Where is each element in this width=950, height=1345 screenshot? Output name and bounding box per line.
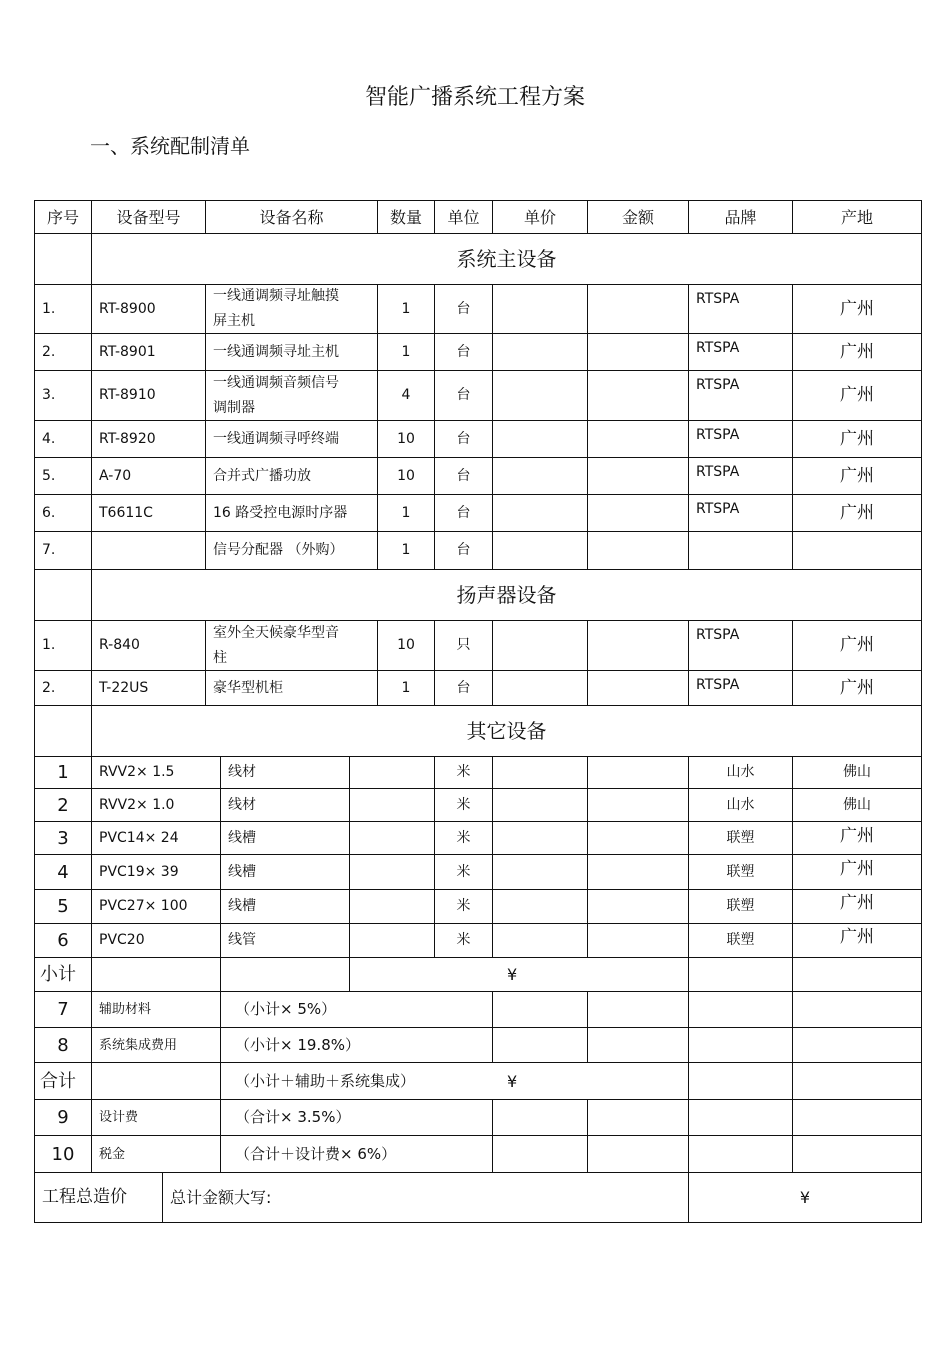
name-cell: 16 路受控电源时序器: [213, 504, 348, 521]
unit-cell: 台: [456, 300, 471, 317]
brand-cell: RTSPA: [696, 627, 740, 643]
header-cell: 设备名称: [259, 207, 324, 227]
amount-in-words-label: 总计金额大写:: [170, 1188, 272, 1207]
row-number: 1: [57, 762, 69, 783]
unit-cell: 米: [456, 932, 471, 948]
row-number: 4: [57, 861, 69, 883]
name-cell: 线槽: [228, 829, 256, 846]
qty-cell: 1: [401, 679, 411, 696]
header-cell: 单价: [523, 207, 556, 227]
qty-cell: 1: [401, 300, 411, 317]
row-number: 7.: [42, 542, 56, 558]
origin-cell: 广州: [840, 428, 874, 449]
name-cell: 一线通调频寻址触摸屏主机: [213, 288, 339, 329]
row-number: 10: [51, 1143, 75, 1165]
subtotal-label: 小计: [40, 964, 76, 985]
row-number: 5.: [42, 467, 56, 484]
model-cell: PVC14× 24: [99, 829, 179, 846]
model-cell: RVV2× 1.0: [99, 796, 175, 813]
qty-cell: 10: [397, 637, 415, 653]
model-cell: RT-8900: [99, 300, 156, 317]
total-amount: ¥: [507, 1071, 518, 1091]
brand-cell: 山水: [726, 764, 755, 780]
model-cell: T6611C: [99, 504, 153, 521]
origin-cell: 广州: [840, 893, 874, 913]
name-cell: 豪华型机柜: [213, 679, 283, 696]
origin-cell: 广州: [840, 635, 874, 655]
brand-cell: RTSPA: [696, 427, 740, 443]
model-cell: PVC27× 100: [99, 898, 188, 914]
unit-cell: 米: [456, 796, 471, 813]
origin-cell: [793, 532, 921, 569]
model-cell: A-70: [99, 467, 132, 484]
design-label: 设计费: [99, 1110, 139, 1125]
row-number: 3.: [42, 387, 56, 403]
brand-cell: 联塑: [726, 863, 755, 880]
name-cell: 线管: [228, 932, 256, 948]
unit-cell: 只: [456, 637, 471, 653]
row-number: 2.: [42, 679, 56, 696]
name-cell: 一线通调频音频信号调制器: [213, 374, 339, 416]
row-number: 2.: [42, 343, 56, 360]
tax-formula: （合计＋设计费× 6%）: [235, 1144, 397, 1163]
qty-cell: 1: [401, 343, 411, 360]
qty-cell: 4: [401, 387, 411, 403]
unit-cell: 米: [456, 863, 471, 880]
name-cell: 线材: [228, 796, 256, 813]
origin-cell: 广州: [840, 502, 874, 523]
header-cell: 金额: [621, 207, 654, 227]
model-cell: RVV2× 1.5: [99, 764, 175, 780]
model-cell: RT-8920: [99, 430, 156, 447]
group-heading-other: 其它设备: [466, 718, 547, 743]
row-number: 8: [57, 1034, 69, 1056]
brand-cell: RTSPA: [696, 677, 740, 693]
row-number: 1.: [42, 300, 56, 317]
document-title: 智能广播系统工程方案: [364, 85, 585, 110]
brand-cell: RTSPA: [696, 464, 740, 480]
row-number: 1.: [42, 637, 56, 653]
model-cell: [92, 532, 205, 569]
header-cell: 单位: [447, 207, 480, 227]
name-cell: 合并式广播功放: [213, 467, 311, 484]
brand-cell: [689, 532, 792, 569]
model-cell: T-22US: [99, 679, 149, 696]
qty-cell: 1: [401, 504, 411, 521]
name-cell: 信号分配器 （外购）: [213, 542, 344, 558]
origin-cell: 广州: [840, 825, 874, 846]
row-number: 2: [57, 794, 69, 816]
integration-label: 系统集成费用: [99, 1037, 178, 1053]
unit-cell: 台: [456, 504, 471, 521]
grand-total-label: 工程总造价: [42, 1187, 127, 1207]
origin-cell: 广州: [840, 385, 874, 405]
group-heading-main: 系统主设备: [456, 246, 557, 271]
unit-cell: 米: [456, 764, 471, 780]
qty-cell: 1: [401, 542, 411, 558]
unit-cell: 台: [456, 343, 471, 360]
name-cell: 室外全天候豪华型音柱: [213, 624, 339, 666]
brand-cell: 联塑: [726, 932, 755, 948]
header-cell: 序号: [46, 207, 79, 227]
model-cell: RT-8910: [99, 387, 156, 403]
origin-cell: 广州: [840, 858, 874, 879]
header-cell: 数量: [389, 207, 422, 227]
name-cell: 线材: [228, 764, 256, 780]
section-heading: 一、系统配制清单: [90, 134, 250, 158]
unit-cell: 台: [456, 679, 471, 696]
tax-label: 税金: [99, 1146, 126, 1162]
model-cell: RT-8901: [99, 343, 156, 360]
unit-cell: 米: [456, 898, 471, 914]
header-cell: 品牌: [724, 207, 757, 227]
total-formula: （小计＋辅助＋系统集成）: [235, 1071, 416, 1090]
header-cell: 产地: [840, 207, 873, 227]
row-number: 6: [57, 930, 69, 951]
unit-cell: 台: [456, 467, 471, 484]
qty-cell: 10: [397, 467, 415, 484]
row-number: 6.: [42, 504, 56, 521]
unit-cell: 米: [456, 829, 471, 846]
header-cell: 设备型号: [116, 207, 181, 227]
model-cell: PVC20: [99, 932, 145, 948]
brand-cell: RTSPA: [696, 340, 740, 356]
brand-cell: RTSPA: [696, 501, 740, 517]
aux-formula: （小计× 5%）: [235, 1000, 337, 1018]
name-cell: 一线通调频寻址主机: [213, 343, 339, 360]
origin-cell: 广州: [840, 465, 874, 486]
row-number: 9: [57, 1107, 69, 1128]
name-cell: 一线通调频寻呼终端: [213, 430, 339, 447]
row-number: 3: [57, 827, 69, 849]
qty-cell: 10: [397, 430, 415, 447]
origin-cell: 广州: [840, 298, 874, 319]
origin-cell: 佛山: [843, 796, 871, 813]
model-cell: R-840: [99, 637, 140, 653]
unit-cell: 台: [456, 387, 471, 403]
origin-cell: 广州: [840, 927, 874, 947]
subtotal-amount: ¥: [507, 965, 518, 984]
brand-cell: RTSPA: [696, 291, 740, 307]
grand-total-amount: ¥: [799, 1188, 811, 1207]
brand-cell: RTSPA: [696, 377, 740, 393]
design-formula: （合计× 3.5%）: [235, 1108, 351, 1126]
name-cell: 线槽: [228, 863, 256, 880]
unit-cell: 台: [456, 430, 471, 447]
total-label: 合计: [40, 1070, 76, 1092]
model-cell: PVC19× 39: [99, 863, 179, 880]
row-number: 7: [57, 999, 69, 1020]
integration-formula: （小计× 19.8%）: [235, 1035, 360, 1054]
brand-cell: 联塑: [726, 898, 755, 914]
brand-cell: 山水: [726, 796, 755, 813]
name-cell: 线槽: [228, 898, 256, 914]
brand-cell: 联塑: [726, 829, 755, 846]
origin-cell: 广州: [840, 341, 874, 362]
row-number: 5: [57, 896, 69, 917]
unit-cell: 台: [456, 542, 471, 558]
aux-label: 辅助材料: [99, 1002, 152, 1017]
origin-cell: 广州: [840, 677, 874, 698]
group-heading-speakers: 扬声器设备: [456, 582, 557, 607]
origin-cell: 佛山: [843, 764, 871, 780]
row-number: 4.: [42, 430, 56, 447]
